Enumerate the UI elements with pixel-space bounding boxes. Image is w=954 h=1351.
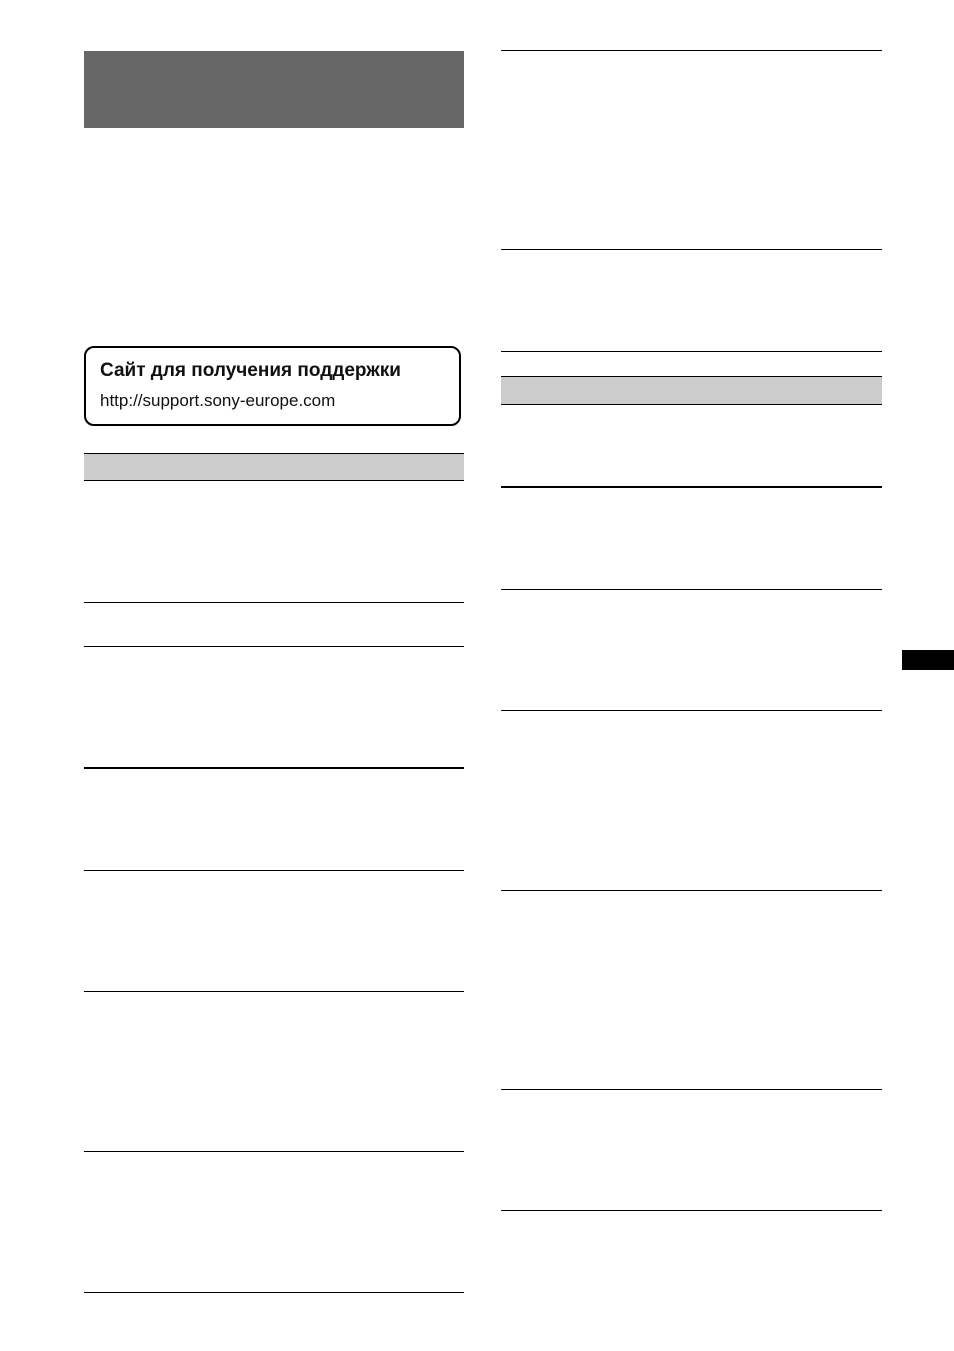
left-divider bbox=[84, 1292, 464, 1293]
right-divider bbox=[501, 710, 882, 711]
right-divider bbox=[501, 890, 882, 891]
left-divider bbox=[84, 991, 464, 992]
support-site-box bbox=[84, 346, 461, 426]
right-divider bbox=[501, 1210, 882, 1211]
left-divider bbox=[84, 646, 464, 647]
left-divider bbox=[84, 602, 464, 603]
right-divider bbox=[501, 351, 882, 352]
right-divider bbox=[501, 249, 882, 250]
left-divider bbox=[84, 1151, 464, 1152]
right-divider bbox=[501, 50, 882, 51]
right-divider bbox=[501, 589, 882, 590]
left-section-header-band bbox=[84, 453, 464, 481]
right-divider bbox=[501, 1089, 882, 1090]
language-side-tab bbox=[902, 650, 954, 670]
section-title-block bbox=[84, 51, 464, 128]
support-site-url[interactable]: http://support.sony-europe.com bbox=[100, 391, 336, 410]
right-section-header-band bbox=[501, 376, 882, 405]
left-divider bbox=[84, 870, 464, 871]
left-divider bbox=[84, 767, 464, 769]
support-site-title: Сайт для получения поддержки bbox=[100, 360, 401, 381]
right-divider bbox=[501, 486, 882, 488]
